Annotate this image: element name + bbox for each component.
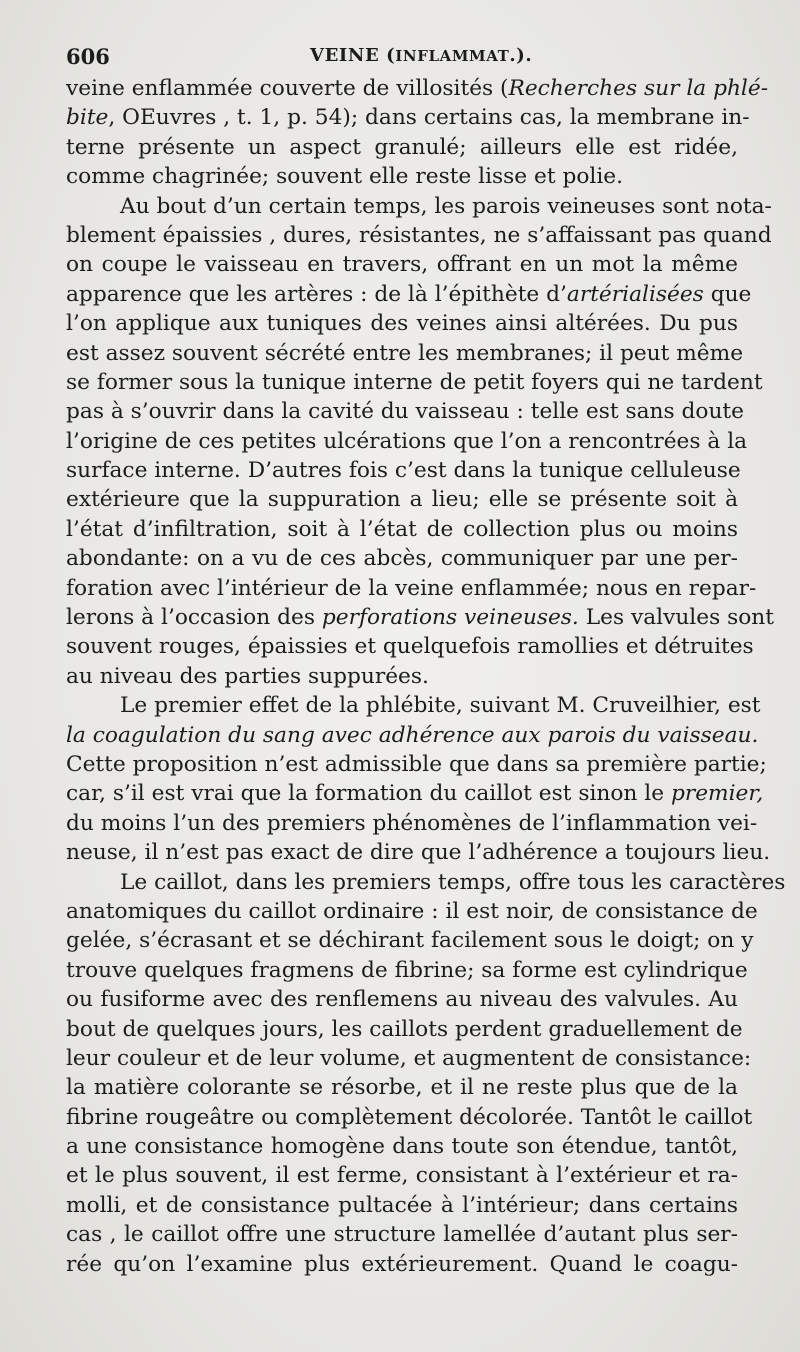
text-segment: molli, et de consistance pultacée à l’intérieur; dans certains [66,1192,738,1218]
text-line [66,485,738,514]
italic-text: perforations veineuses. [321,605,579,631]
text-line [66,926,754,955]
text-line [66,1132,738,1161]
text-segment: extérieure que la suppuration a lieu; elle se présente soit à [66,487,738,513]
text-segment: , OEuvres , t. 1, p. 54); dans certains cas, la membrane in- [108,105,750,131]
text-line [66,250,738,279]
text-line [66,544,738,573]
text-segment: Le premier effet de la phlébite, suivant M. Cruveilhier, est [120,693,761,719]
text-segment: leur couleur et de leur volume, et augmentent de consistance: [66,1045,752,1071]
text-line [66,1161,738,1190]
text-line [66,691,761,720]
text-line [66,1015,743,1044]
text-line [66,1220,738,1249]
text-line [66,574,757,603]
text-segment: foration avec l’intérieur de la veine enflammée; nous en repar- [66,575,757,601]
italic-text: premier, [670,781,764,807]
body-text [66,74,786,1279]
text-line [66,515,738,544]
text-segment: et le plus souvent, il est ferme, consistant à l’extérieur et ra- [66,1163,738,1189]
running-head-end: .). [509,45,533,66]
text-line [66,779,764,808]
italic-text: Recherches sur la phlé- [508,76,769,101]
text-segment: cas , le caillot offre une structure lamellée d’autant plus ser- [66,1222,738,1248]
text-segment: a une consistance homogène dans toute son étendue, tantôt, [66,1134,738,1160]
running-head-main: VEINE ( [310,45,396,66]
text-segment: veine enflammée couverte de villosités ( [66,76,509,101]
text-line [66,1044,752,1073]
text-line [66,750,767,779]
text-segment: neuse, il n’est pas exact de dire que l’adhérence a toujours lieu. [66,840,771,866]
text-line [66,897,758,926]
text-segment: Les valvules sont [578,605,774,631]
text-segment: lerons à l’occasion des [66,605,322,631]
text-line [66,221,772,250]
text-line [66,339,744,368]
text-segment: anatomiques du caillot ordinaire : il est noir, de consistance de [66,898,758,924]
text-line [66,397,744,426]
text-line [66,721,759,750]
text-segment: est assez souvent sécrété entre les membranes; il peut même [66,340,744,366]
text-line [66,1073,738,1102]
text-line [66,985,738,1014]
text-segment: l’on applique aux tuniques des veines ainsi altérées. Du pus [66,311,738,337]
text-line [66,427,748,456]
text-segment: bout de quelques jours, les caillots perdent graduellement de [66,1016,743,1042]
text-segment: abondante: on a vu de ces abcès, communiquer par une per- [66,546,738,572]
text-line [66,1103,753,1132]
text-line [66,309,738,338]
text-line [66,1250,738,1279]
text-segment: souvent rouges, épaissies et quelquefois ramollies et détruites [66,634,754,660]
text-segment: que [703,281,752,307]
page-number: 606 [66,44,110,69]
text-line [66,280,752,309]
text-segment: au niveau des parties suppurées. [66,663,429,689]
text-line [66,603,774,632]
text-segment: du moins l’un des premiers phénomènes de l’inflammation vei- [66,810,758,836]
text-segment: l’origine de ces petites ulcérations que l’on a rencontrées à la [66,428,748,454]
text-line [66,1191,738,1220]
page-header [66,40,740,70]
text-line [66,192,772,221]
text-line [66,368,763,397]
text-line [66,456,741,485]
text-segment: blement épaissies , dures, résistantes, ne s’affaissant pas quand [66,222,772,248]
italic-text: bite [66,105,109,131]
text-line [66,838,771,867]
text-segment: gelée, s’écrasant et se déchirant facilement sous le doigt; on y [66,928,754,954]
text-segment: rée qu’on l’examine plus extérieurement. Quand le coagu- [66,1251,738,1277]
text-segment: surface interne. D’autres fois c’est dans la tunique celluleuse [66,458,741,484]
text-segment: ou fusiforme avec des renflemens au niveau des valvules. Au [66,987,738,1013]
text-line [66,632,754,661]
text-segment: on coupe le vaisseau en travers, offrant en un mot la même [66,252,738,278]
text-segment: car, s’il est vrai que la formation du caillot est sinon le [66,781,671,807]
text-segment: comme chagrinée; souvent elle reste lisse et polie. [66,164,624,190]
text-segment: se former sous la tunique interne de petit foyers qui ne tardent [66,369,763,395]
text-line [66,868,786,897]
italic-text: la coagulation du sang avec adhérence aux parois du vaisseau. [66,722,759,748]
text-segment: pas à s’ouvrir dans la cavité du vaisseau : telle est sans doute [66,399,744,425]
text-segment: Au bout d’un certain temps, les parois veineuses sont nota- [120,193,772,219]
text-line [66,956,748,985]
text-segment: apparence que les artères : de là l’épithète d’ [66,281,567,307]
text-line [66,162,738,191]
text-segment: l’état d’infiltration, soit à l’état de collection plus ou moins [66,516,738,542]
text-segment: terne présente un aspect granulé; ailleurs elle est ridée, [66,134,738,160]
text-segment: la matière colorante se résorbe, et il ne reste plus que de la [66,1075,738,1101]
italic-text: artérialisées [566,281,704,307]
text-segment: Cette proposition n’est admissible que dans sa première partie; [66,751,767,777]
text-line [66,662,738,691]
running-head [310,45,532,66]
text-line [66,133,738,162]
text-line [66,809,758,838]
text-segment: fibrine rougeâtre ou complètement décolorée. Tantôt le caillot [66,1104,753,1130]
text-line [66,74,769,103]
running-head-small: INFLAMMAT [395,47,510,65]
text-segment: trouve quelques fragmens de fibrine; sa forme est cylindrique [66,957,748,983]
text-line [66,103,750,132]
text-segment: Le caillot, dans les premiers temps, offre tous les caractères [120,869,786,895]
